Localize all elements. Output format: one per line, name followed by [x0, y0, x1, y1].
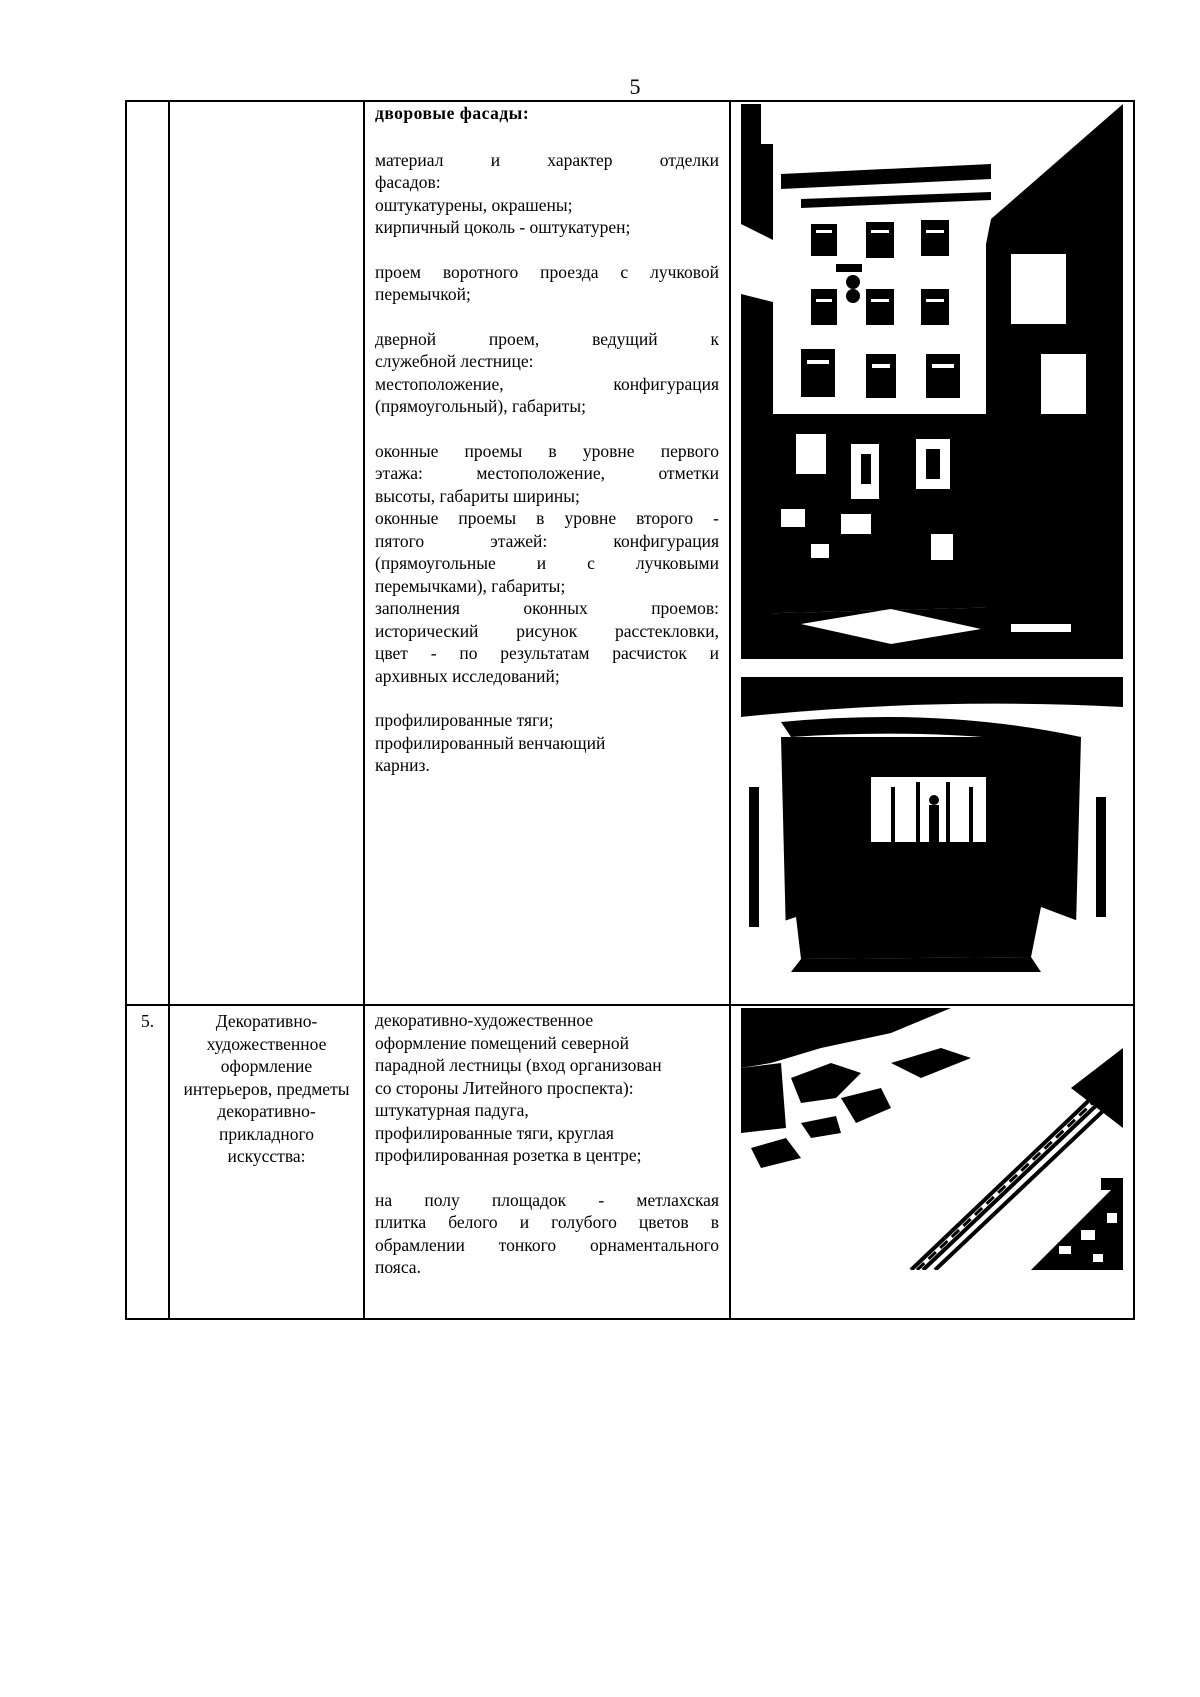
description-line: высоты, габариты ширины;	[375, 485, 580, 506]
element-description-cell	[364, 1005, 730, 1319]
gateway-passage-photo	[741, 677, 1123, 972]
description-line: профилированные тяги;	[375, 710, 554, 730]
description-line: (прямоугольные и с лучковыми	[375, 553, 719, 573]
element-description-cell	[364, 101, 730, 1005]
description-line: карниз.	[375, 755, 430, 775]
description-line: служебной лестнице:	[375, 351, 534, 371]
table-row	[126, 1005, 1134, 1319]
photo-cell	[730, 1005, 1134, 1319]
description-paragraph	[375, 149, 719, 239]
description-line: оформление помещений северной	[375, 1032, 630, 1053]
description-paragraph	[375, 1009, 719, 1167]
description-line: местоположение, конфигурация	[375, 373, 719, 394]
description-paragraph	[375, 328, 719, 418]
description-line: декоративно-художественное	[375, 1010, 594, 1030]
description-line: профилированные тяги, круглая	[375, 1122, 614, 1143]
row-number-cell: 5.	[126, 1005, 169, 1319]
description-line: (прямоугольный), габариты;	[375, 396, 586, 416]
description-paragraph	[375, 440, 719, 688]
description-line: парадной лестницы (вход организован	[375, 1055, 662, 1075]
element-title-cell	[169, 101, 364, 1005]
description-line: кирпичный цоколь - оштукатурен;	[375, 217, 631, 237]
description-line: со стороны Литейного проспекта):	[375, 1077, 634, 1098]
description-line: архивных исследований;	[375, 665, 560, 686]
description-line: обрамлении тонкого орнаментального	[375, 1234, 719, 1255]
description-line: оконные проемы в уровне второго -	[375, 508, 719, 528]
description-line: перемычкой;	[375, 284, 471, 304]
description-line: этажа: местоположение, отметки	[375, 463, 719, 483]
description-line: фасадов:	[375, 172, 441, 192]
description-paragraph	[375, 261, 719, 306]
description-line: плитка белого и голубого цветов в	[375, 1212, 719, 1232]
description-line: штукатурная падуга,	[375, 1100, 529, 1120]
description-line: на полу площадок - метлахская	[375, 1189, 719, 1210]
photo-cell	[730, 101, 1134, 1005]
description-line: пятого этажей: конфигурация	[375, 530, 719, 551]
table-row	[126, 101, 1134, 1005]
description-line: пояса.	[375, 1257, 421, 1277]
description-line: проем воротного проезда с лучковой	[375, 261, 719, 282]
page-number: 5	[629, 74, 641, 99]
description-line: материал и характер отделки	[375, 149, 719, 170]
section-heading: дворовые фасады:	[375, 103, 530, 123]
description-paragraph	[375, 1189, 719, 1279]
element-title-cell: Декоративно-художественное оформление интерьеров, предметы декоративно-прикладного искусства:	[169, 1005, 364, 1319]
ceiling-cornice-photo	[741, 1008, 1123, 1270]
description-line: профилированная розетка в центре;	[375, 1145, 642, 1165]
row-number-cell	[126, 101, 169, 1005]
description-line: цвет - по результатам расчисток и	[375, 643, 719, 663]
description-line: оштукатурены, окрашены;	[375, 194, 573, 215]
description-paragraph	[375, 709, 719, 777]
description-line: перемычками), габариты;	[375, 575, 566, 596]
description-line: оконные проемы в уровне первого	[375, 440, 719, 461]
description-line: исторический рисунок расстекловки,	[375, 620, 719, 641]
description-line: дверной проем, ведущий к	[375, 328, 719, 349]
description-line: заполнения оконных проемов:	[375, 598, 719, 618]
description-line: профилированный венчающий	[375, 732, 606, 753]
courtyard-facade-photo	[741, 104, 1123, 659]
monument-elements-table	[125, 100, 1135, 1320]
